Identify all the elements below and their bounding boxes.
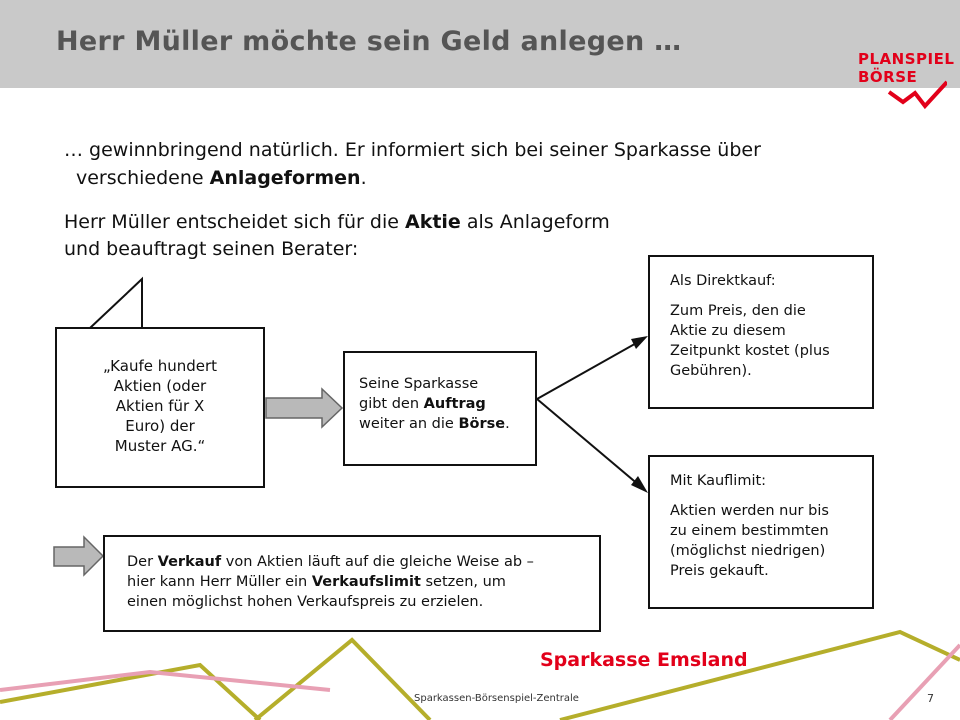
sell-info-box: Der Verkauf von Aktien läuft auf die gleiche Weise ab – hier kann Herr Müller ein Verkaufslimit setzen, um einen möglichst hohen Verkaufspreis zu erzielen. <box>103 535 601 632</box>
intro-line2: verschiedene Anlageformen. <box>76 167 367 189</box>
decision-emphasis: Aktie <box>404 211 461 233</box>
speech-bubble: „Kaufe hundert Aktien (oder Aktien für X Euro) der Muster AG.“ <box>55 327 265 488</box>
slide-title: Herr Müller möchte sein Geld anlegen … <box>56 26 682 57</box>
footer-text: Sparkassen-Börsenspiel-Zentrale <box>414 693 579 704</box>
intro-line1: … gewinnbringend natürlich. Er informiert sich bei seiner Sparkasse über <box>64 139 761 161</box>
logo-line2: BÖRSE <box>858 68 918 86</box>
decision-text: Herr Müller entscheidet sich für die Aktie als Anlageform und beauftragt seinen Berater: <box>64 211 610 260</box>
direct-purchase-box: Als Direktkauf: Zum Preis, den die Aktie zu diesem Zeitpunkt kostet (plus Gebühren). <box>648 255 874 409</box>
decor-line-olive-mid <box>255 640 430 720</box>
limit-purchase-box: Mit Kauflimit: Aktien werden nur bis zu einem bestimmten (möglichst niedrigen) Preis gekauft. <box>648 455 874 609</box>
page-number: 7 <box>927 692 934 705</box>
intro-emphasis: Anlageformen <box>209 167 361 189</box>
brand-name: Sparkasse Emsland <box>540 649 748 671</box>
limit-heading: Mit Kauflimit: <box>670 473 767 489</box>
direct-heading: Als Direktkauf: <box>670 273 776 289</box>
logo-line1: PLANSPIEL <box>858 50 955 68</box>
bank-order-box: Seine Sparkasse gibt den Auftrag weiter an die Börse. <box>343 351 537 466</box>
block-arrow-sell-icon <box>54 537 103 575</box>
arrow-to-direct <box>537 341 640 399</box>
block-arrow-icon <box>266 389 342 427</box>
arrow-to-limit <box>537 399 640 486</box>
decor-line-pink-right <box>890 645 960 720</box>
decor-line-pink-left <box>0 672 330 690</box>
decision-line2: und beauftragt seinen Berater: <box>64 238 359 260</box>
